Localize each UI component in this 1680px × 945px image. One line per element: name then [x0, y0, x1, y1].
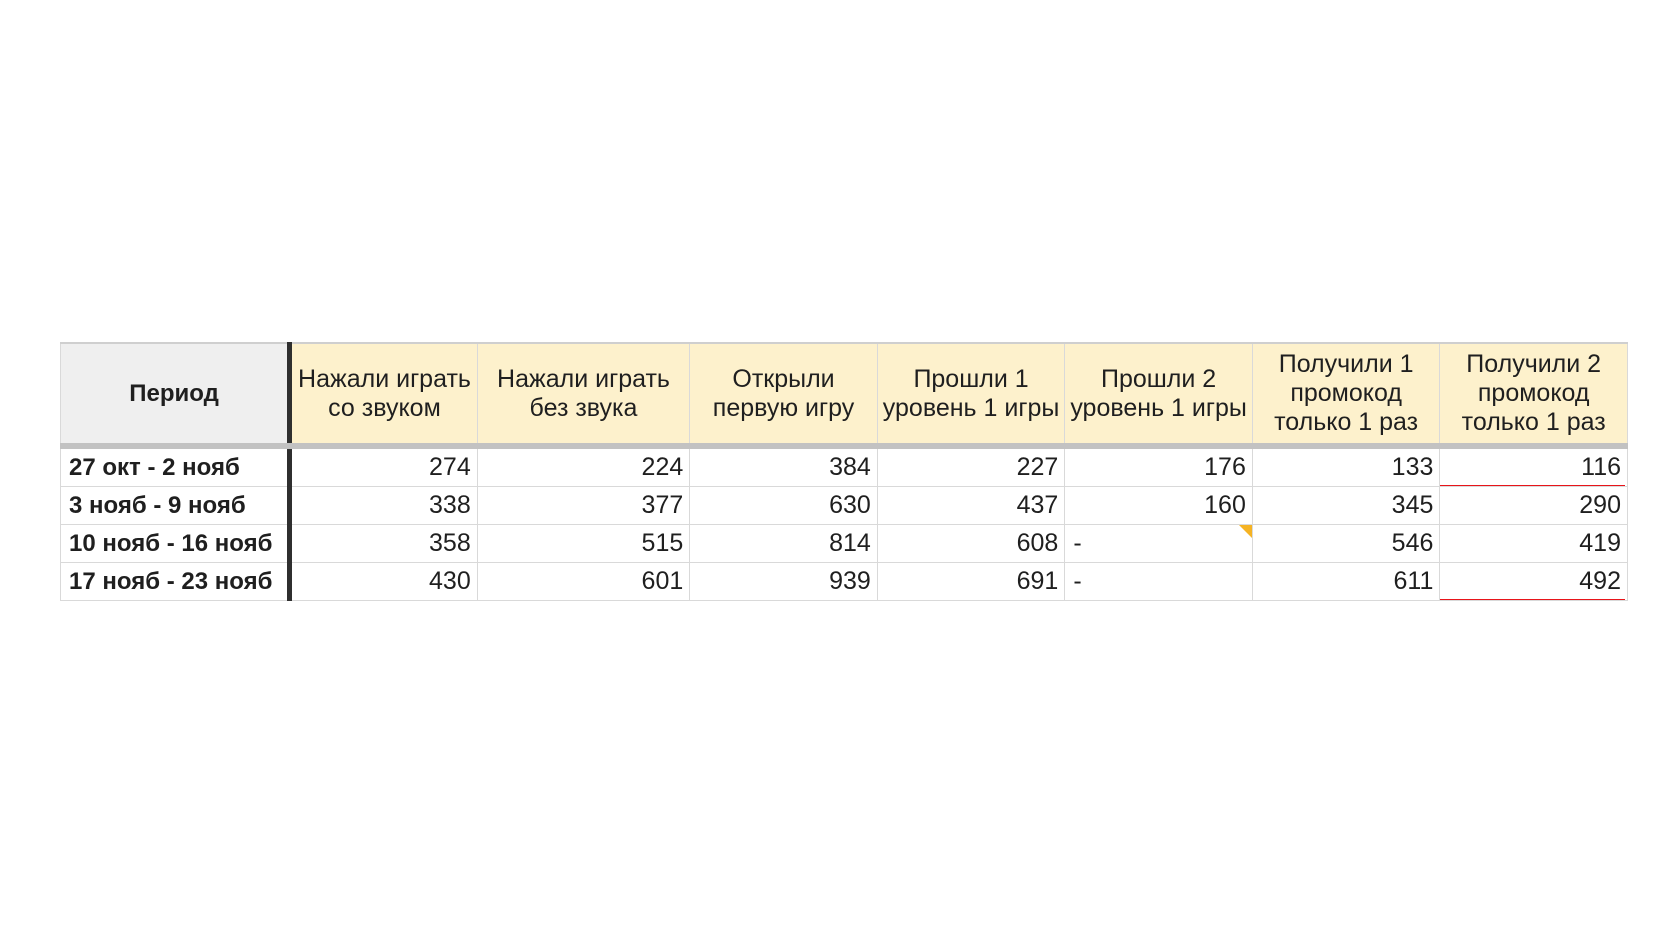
value-cell-highlighted[interactable]: [1440, 446, 1628, 487]
table-row: [61, 563, 1628, 601]
value-cell[interactable]: 384: [690, 446, 878, 487]
header-row: [61, 343, 1628, 446]
table-row: [61, 487, 1628, 525]
value-cell[interactable]: 160: [1065, 487, 1253, 525]
value-cell[interactable]: 274: [290, 446, 478, 487]
value-cell[interactable]: 430: [290, 563, 478, 601]
value-cell[interactable]: 377: [477, 487, 690, 525]
period-cell[interactable]: 27 окт - 2 нояб: [61, 446, 290, 487]
data-table: [60, 342, 1628, 601]
value-cell[interactable]: 608: [877, 525, 1065, 563]
value-cell-highlighted[interactable]: [1440, 563, 1628, 601]
value-cell[interactable]: 338: [290, 487, 478, 525]
red-highlight-underline: [1440, 599, 1625, 601]
value-cell-with-note[interactable]: [1065, 525, 1253, 563]
header-cell-got-promo-2[interactable]: Получили 2 промокод только 1 раз: [1440, 343, 1628, 446]
table-row: [61, 525, 1628, 563]
comment-note-icon[interactable]: [1239, 525, 1252, 538]
value-cell[interactable]: 358: [290, 525, 478, 563]
cell-value: 492: [1579, 567, 1621, 595]
header-cell-played-without-sound[interactable]: Нажали играть без звука: [477, 343, 690, 446]
value-cell[interactable]: 939: [690, 563, 878, 601]
cell-value: 116: [1581, 453, 1621, 481]
value-cell[interactable]: 601: [477, 563, 690, 601]
value-cell[interactable]: 227: [877, 446, 1065, 487]
value-cell[interactable]: 814: [690, 525, 878, 563]
table-row: [61, 446, 1628, 487]
header-cell-opened-first-game[interactable]: Открыли первую игру: [690, 343, 878, 446]
period-cell[interactable]: 10 нояб - 16 нояб: [61, 525, 290, 563]
header-cell-played-with-sound[interactable]: Нажали играть со звуком: [290, 343, 478, 446]
value-cell[interactable]: 345: [1252, 487, 1440, 525]
header-cell-passed-level-1[interactable]: Прошли 1 уровень 1 игры: [877, 343, 1065, 446]
value-cell[interactable]: 176: [1065, 446, 1253, 487]
header-cell-passed-level-2[interactable]: Прошли 2 уровень 1 игры: [1065, 343, 1253, 446]
value-cell[interactable]: 437: [877, 487, 1065, 525]
value-cell[interactable]: 290: [1440, 487, 1628, 525]
value-cell[interactable]: 224: [477, 446, 690, 487]
value-cell[interactable]: 133: [1252, 446, 1440, 487]
value-cell[interactable]: 630: [690, 487, 878, 525]
value-cell[interactable]: 546: [1252, 525, 1440, 563]
spreadsheet-table-region: [60, 342, 1628, 601]
period-cell[interactable]: 17 нояб - 23 нояб: [61, 563, 290, 601]
value-cell[interactable]: -: [1065, 563, 1253, 601]
header-cell-got-promo-1[interactable]: Получили 1 промокод только 1 раз: [1252, 343, 1440, 446]
value-cell[interactable]: 515: [477, 525, 690, 563]
value-cell[interactable]: 691: [877, 563, 1065, 601]
period-cell[interactable]: 3 нояб - 9 нояб: [61, 487, 290, 525]
value-cell[interactable]: 611: [1252, 563, 1440, 601]
cell-value: -: [1073, 529, 1082, 557]
header-cell-period[interactable]: Период: [61, 343, 290, 446]
value-cell[interactable]: 419: [1440, 525, 1628, 563]
